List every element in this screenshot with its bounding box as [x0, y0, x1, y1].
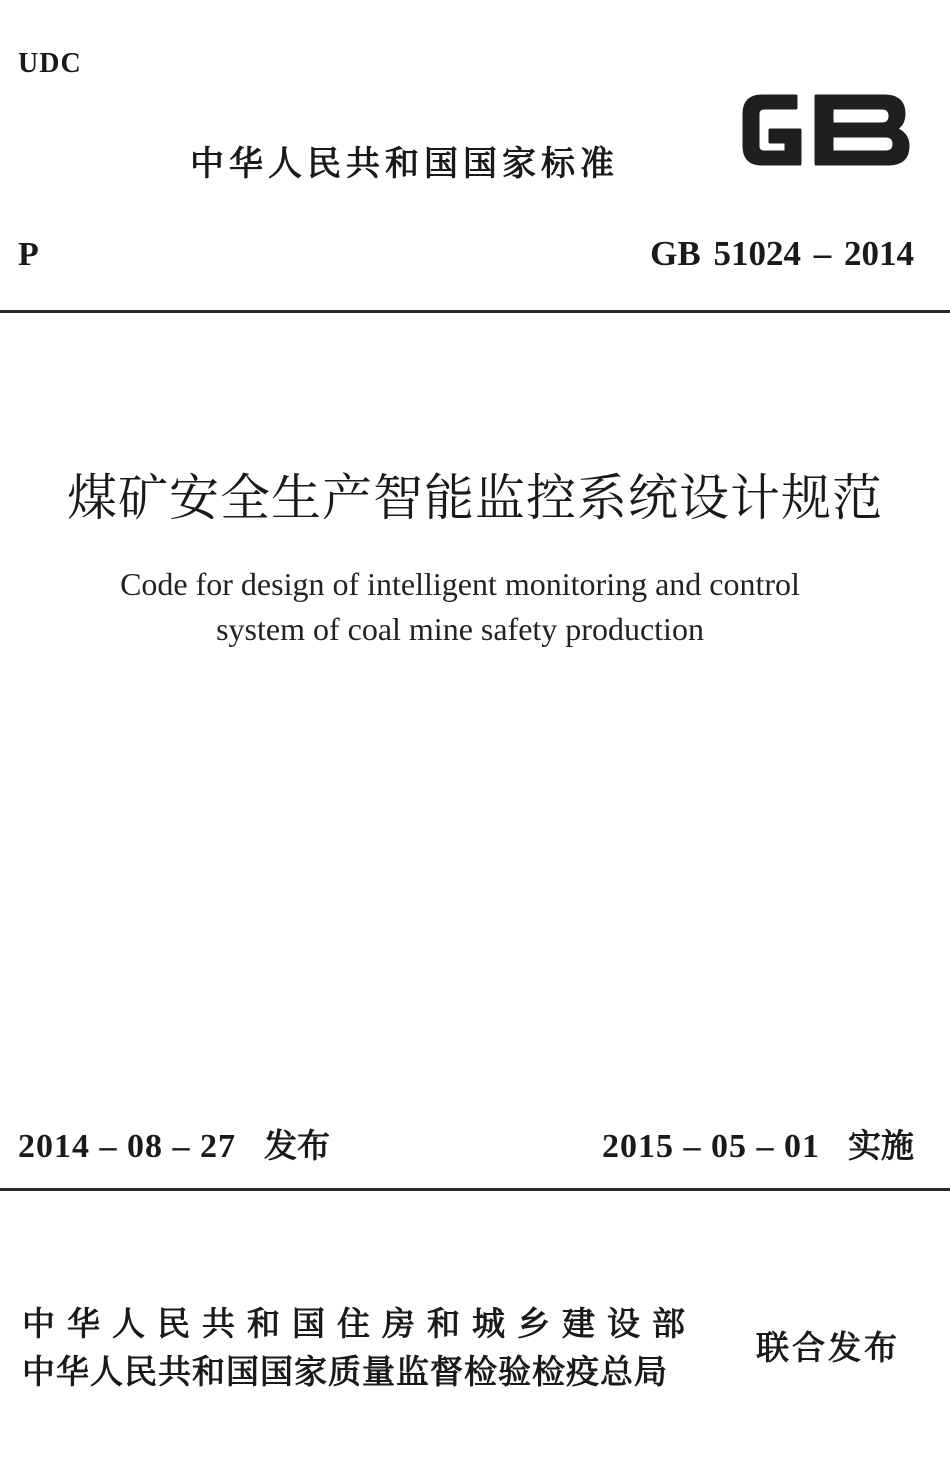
- publisher-line-1: 中华人民共和国住房和城乡建设部: [22, 1304, 697, 1343]
- issue-date: 2014 – 08 – 27: [18, 1128, 236, 1165]
- gb-logo: [734, 82, 916, 178]
- udc-label: UDC: [18, 48, 82, 79]
- footer-divider: [0, 1188, 950, 1191]
- implementation-date: 2015 – 05 – 01: [602, 1128, 820, 1165]
- standard-category: 中华人民共和国国家标准: [190, 144, 619, 184]
- standard-number: GB 51024 – 2014: [650, 234, 914, 273]
- implementation-date-block: [602, 1120, 914, 1167]
- title-english-line-1: Code for design of intelligent monitoring and control: [120, 566, 800, 602]
- joint-publish-label: 联合发布: [756, 1328, 900, 1367]
- implementation-label: 实施: [848, 1126, 914, 1165]
- title-english-line-2: system of coal mine safety production: [216, 611, 704, 647]
- issue-date-block: [18, 1120, 330, 1167]
- issue-label: 发布: [264, 1126, 330, 1165]
- classification-code: P: [18, 236, 39, 273]
- header-divider: [0, 310, 950, 313]
- title-chinese: 煤矿安全生产智能监控系统设计规范: [67, 469, 883, 527]
- publisher-line-2: 中华人民共和国国家质量监督检验检疫总局: [22, 1352, 668, 1391]
- title-english: [0, 562, 920, 652]
